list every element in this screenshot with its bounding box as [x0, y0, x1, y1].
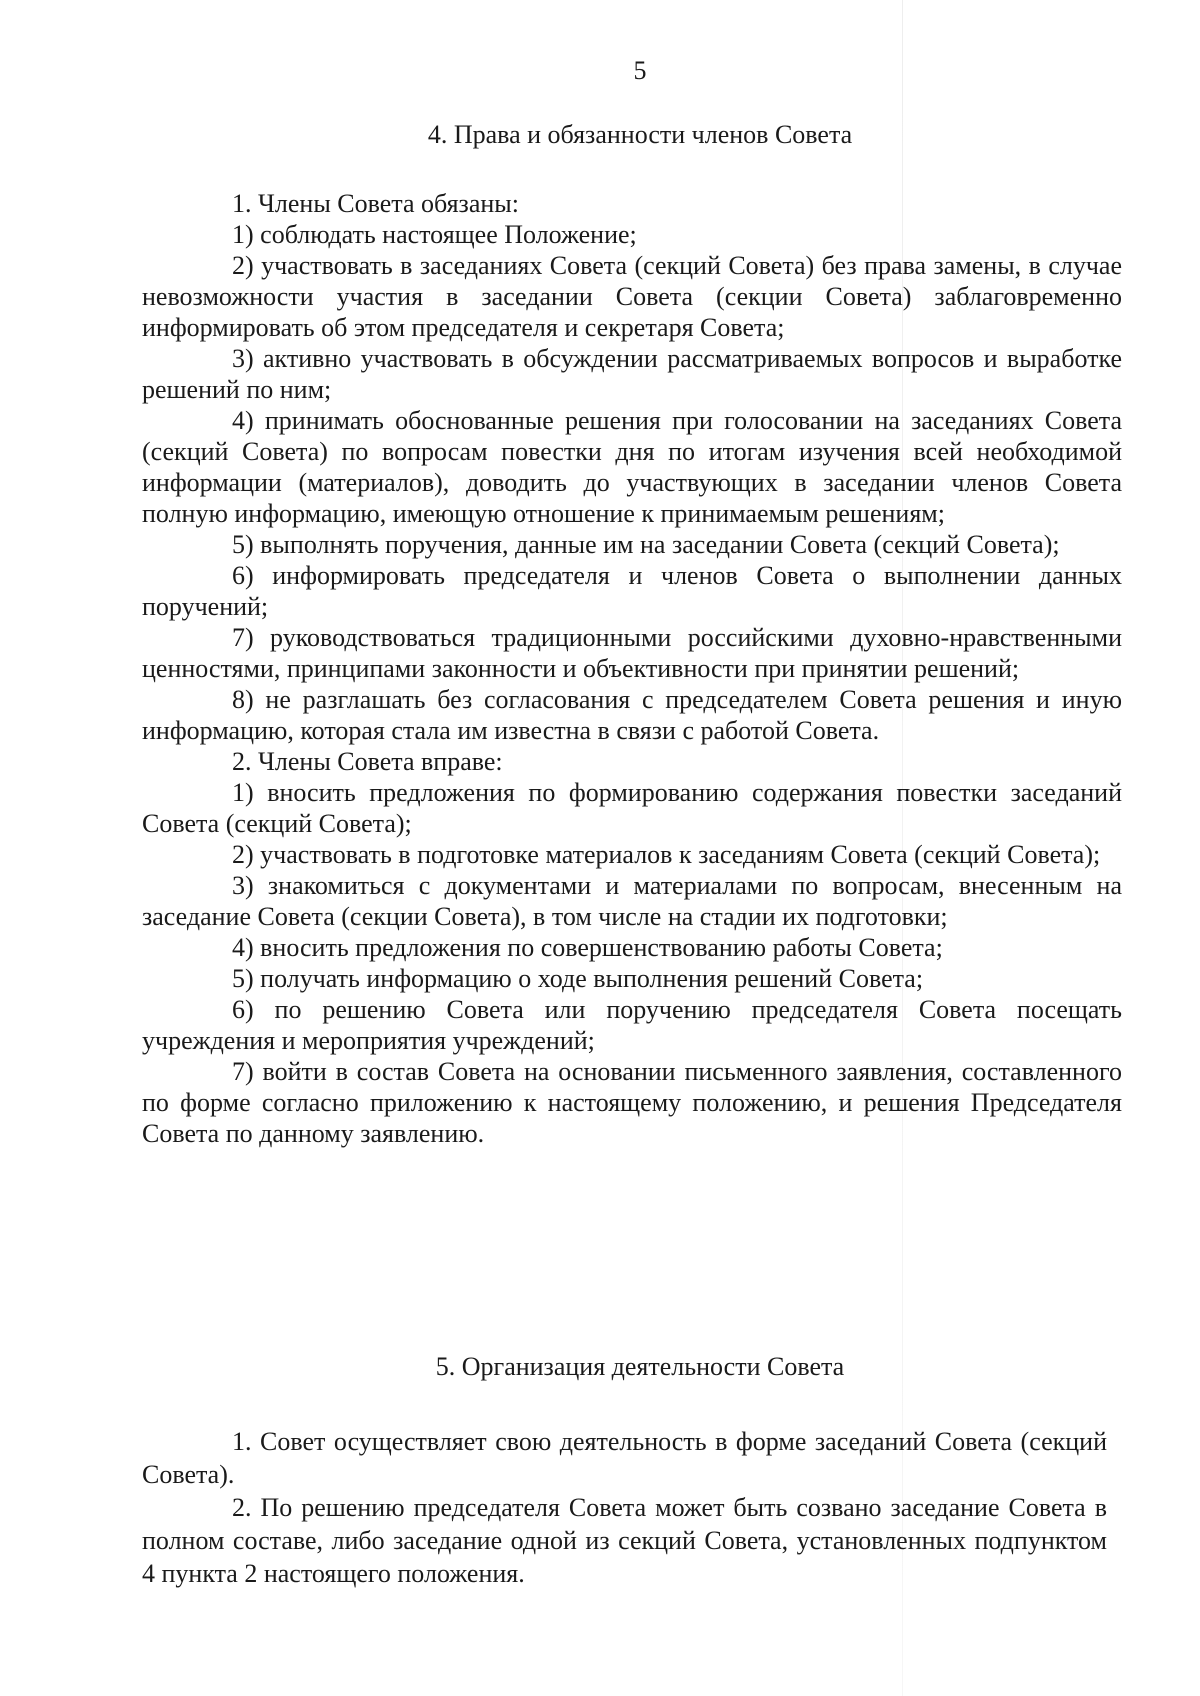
- paragraph: 4) принимать обоснованные решения при голосовании на заседаниях Совета (секций Совета) по вопросам повестки дня по итогам изучения всей необходимой информации (материалов), доводить до участвующих в заседании членов Совета полную информацию, имеющую отношение к принимаемым решениям;: [142, 406, 1122, 528]
- paragraph: 4) вносить предложения по совершенствованию работы Совета;: [232, 933, 943, 962]
- paragraph: 6) информировать председателя и членов Совета о выполнении данных поручений;: [142, 561, 1122, 621]
- paragraph: 1. Члены Совета обязаны:: [232, 189, 519, 218]
- paragraph: 7) войти в состав Совета на основании письменного заявления, составленного по форме согласно приложению к настоящему положению, и решения Председателя Совета по данному заявлению.: [142, 1057, 1122, 1148]
- paragraph: 7) руководствоваться традиционными российскими духовно-нравственными ценностями, принципами законности и объективности при принятии решений;: [142, 623, 1122, 683]
- section-4-body: [142, 188, 1122, 1149]
- page-number: 5: [633, 56, 647, 85]
- section-4-title: 4. Права и обязанности членов Совета: [427, 120, 853, 149]
- paragraph: 3) знакомиться с документами и материалами по вопросам, внесенным на заседание Совета (секции Совета), в том числе на стадии их подготовки;: [142, 871, 1122, 931]
- paragraph: 1. Совет осуществляет свою деятельность в форме заседаний Совета (секций Совета).: [142, 1427, 1107, 1489]
- paragraph: 2. Члены Совета вправе:: [232, 747, 503, 776]
- paragraph: 1) соблюдать настоящее Положение;: [232, 220, 637, 249]
- section-5-title: 5. Организация деятельности Совета: [435, 1352, 845, 1381]
- section-5-body: [142, 1425, 1107, 1590]
- paragraph: 2) участвовать в заседаниях Совета (секций Совета) без права замены, в случае невозможности участия в заседании Совета (секции Совета) заблаговременно информировать об этом председателя и секретаря Совета;: [142, 251, 1122, 342]
- paragraph: 3) активно участвовать в обсуждении рассматриваемых вопросов и выработке решений по ним;: [142, 344, 1122, 404]
- paragraph: 8) не разглашать без согласования с председателем Совета решения и иную информацию, которая стала им известна в связи с работой Совета.: [142, 685, 1122, 745]
- paragraph: 5) выполнять поручения, данные им на заседании Совета (секций Совета);: [232, 530, 1060, 559]
- paragraph: 6) по решению Совета или поручению председателя Совета посещать учреждения и мероприятия учреждений;: [142, 995, 1122, 1055]
- paragraph: 2. По решению председателя Совета может быть созвано заседание Совета в полном составе, либо заседание одной из секций Совета, установленных подпунктом 4 пункта 2 настоящего положения.: [142, 1493, 1107, 1588]
- paragraph: 5) получать информацию о ходе выполнения решений Совета;: [232, 964, 924, 993]
- paragraph: 1) вносить предложения по формированию содержания повестки заседаний Совета (секций Совета);: [142, 778, 1122, 838]
- paragraph: 2) участвовать в подготовке материалов к заседаниям Совета (секций Совета);: [232, 840, 1101, 869]
